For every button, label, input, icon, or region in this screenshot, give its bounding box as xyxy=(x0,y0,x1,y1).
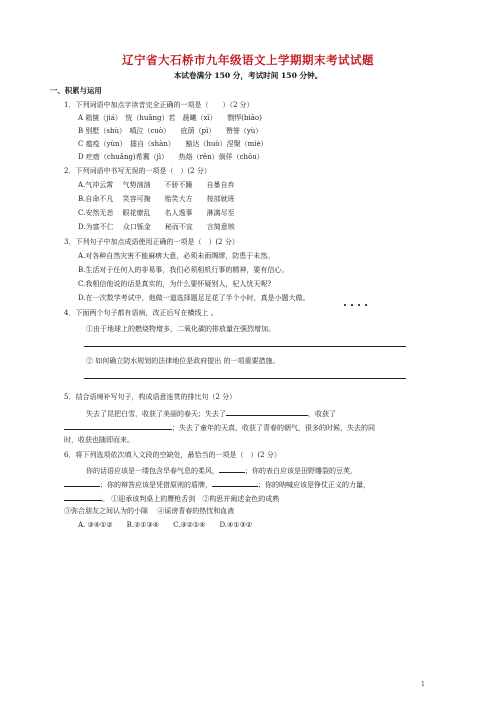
q6-passage-3a: 。 ①迎承该判桌上的赝枪舌剑 ②构思并阐述金色的成熟 xyxy=(102,495,280,503)
question-4: 4．下面两个句子都有语病，改正后写在横线上 。 xyxy=(64,309,218,317)
fill-blank xyxy=(64,421,172,430)
q6-passage-1b: ；你的表白应该是田野雕裂的豆荚， xyxy=(245,467,357,475)
answer-line xyxy=(84,346,406,347)
q6-passage-2a: ；你的辩答应该是凭借原则的盾牌， xyxy=(100,481,212,489)
question-2: 2．下列词语中书写无误的一项是（ ）(2 分） xyxy=(64,167,211,175)
q5-text-1 xyxy=(86,407,336,420)
q2-option-d: D.为富不仁 众口铄金 秘而不宣 言简意赅 xyxy=(78,223,235,231)
question-3: 3．下列句子中加点成语使用正确的一项是（ ）(2 分） xyxy=(64,238,239,246)
answer-line xyxy=(84,378,406,379)
page-subtitle: 本试卷满分 150 分，考试时间 150 分钟。 xyxy=(173,71,323,80)
q1-option-d: D 疙瘩（chuǎng)希冀（jì） 热烙（rěn）倘佯（chǒu） xyxy=(78,153,264,161)
q3-option-b: B.生活对于任何人的非易事，我们必须相机行事的精神，要有信心。 xyxy=(78,266,289,274)
q6-passage-2b: ；你的呐喊应该是铮仗正义的力量， xyxy=(258,481,370,489)
fill-blank xyxy=(226,407,308,416)
q6-item-list: ③弥合朋友之间认为的小隙 ④谣谤青春的热忱和血液 xyxy=(64,507,235,515)
q6-passage-1a: 你的话语应该是一缕包含旱春气息的柔风， xyxy=(86,467,219,475)
page-number: 1 xyxy=(421,681,425,688)
q2-option-b: B.自命不凡 笑容可掬 贻笑大方 按部就班 xyxy=(78,195,235,203)
page-title: 辽宁省大石桥市九年级语文上学期期末考试试题 xyxy=(122,53,374,67)
q4-sentence-1: ①由于地球上的燃烧物增多，二氧化碳的排放量在强烈增加。 xyxy=(86,325,275,333)
question-6: 6．将下列选项依次填入文段的空缺处，最恰当的一项是（ ）(2 分） xyxy=(64,451,281,459)
q6-answer-options: A. ③④①② B.②①③④ C.③②①④ D.④①③② xyxy=(78,521,253,529)
fill-blank xyxy=(64,492,102,501)
q6-passage-3 xyxy=(64,492,279,505)
q5-text-1a: 失去了昆把白雪，收获了美丽的春天；失去了 xyxy=(86,410,226,418)
emphasis-dot xyxy=(344,304,346,306)
q3-option-a: A.对各种自然灾害不能麻痹大意，必须未雨绸缪，防患于未然。 xyxy=(78,252,275,260)
q5-text-3: 时，收获也随即而来。 xyxy=(64,436,134,444)
question-1: 1．下列词语中加点字读音完全正确的一项是（ ）（2 分） xyxy=(64,101,254,109)
q1-option-b: B 别墅（shù） 嗔泣（cuò） 庇荫（pì） 赞誉（yù） xyxy=(78,127,263,135)
q2-option-a: A.气冲云霄 气势汹汹 不骄不躁 自暴自弃 xyxy=(78,181,235,189)
fill-blank xyxy=(64,478,100,487)
q5-text-2 xyxy=(64,421,375,434)
fill-blank xyxy=(219,464,245,473)
q4-sentence-2: ② 如何确立防水规划的法律地位是政府提出 的一项重要措施。 xyxy=(86,357,280,365)
section-heading: 一、积累与运用 xyxy=(50,86,102,95)
emphasis-dot xyxy=(365,304,367,306)
q5-text-1b: ，收获了 xyxy=(308,410,336,418)
question-5: 5．结合语境补写句子，构成语意连贯的排比句（2 分） xyxy=(64,393,237,401)
q6-passage-1 xyxy=(86,464,357,477)
q3-option-d: D.在一次数学考试中，他做一道选择题足足花了半个小时，真是小题大做。 xyxy=(78,294,310,302)
emphasis-dot xyxy=(358,304,360,306)
q1-option-c: C 瘟疫（yùn） 擂自（shàn） 豁达（huò）涅槃（miè） xyxy=(78,140,268,148)
emphasis-dot xyxy=(351,304,353,306)
q5-text-2a: ；失去了童年的天真，收获了青春的朝气，很多的时候，失去的同 xyxy=(172,424,375,432)
q6-passage-2 xyxy=(64,478,370,491)
q1-option-a: A 箱箧（jiá） 恍（huǎng）若 晨曦（xī） 剽悍(biāo) xyxy=(78,114,262,122)
q3-option-c: C.我相信他说的话是真实的，为什么要怀疑别人，杞人忧天呢? xyxy=(78,280,272,288)
q2-option-c: C.安然无恙 眼花缭乱 名人逸事 淋漓尽至 xyxy=(78,209,235,217)
fill-blank xyxy=(212,478,258,487)
